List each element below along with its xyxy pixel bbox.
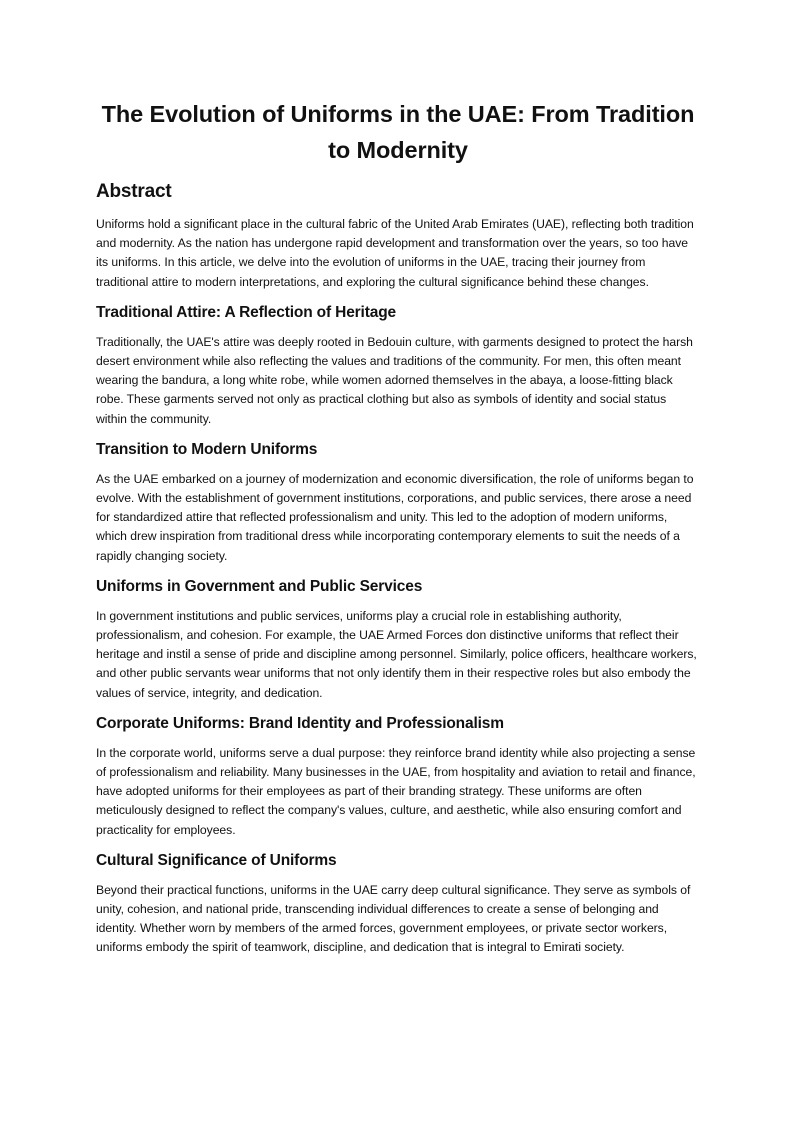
section-text-government: In government institutions and public services, uniforms play a crucial role in establishing authority, professionalism, and cohesion. For example, the UAE Armed Forces don distinctive uniforms that reflect their heritage and instil a sense of pride and discipline among personnel. Similarly, police officers, healthcare workers, and other public servants wear uniforms that not only identify them in their respective roles but also embody the values of service, integrity, and dedication. <box>96 608 697 700</box>
section-heading-traditional-attire: Traditional Attire: A Reflection of Heritage <box>96 303 396 321</box>
section-text-transition: As the UAE embarked on a journey of modernization and economic diversification, the role of uniforms began to evolve. With the establishment of government institutions, corporations, and public services, there arose a need for standardized attire that reflected professionalism and unity. This led to the adoption of modern uniforms, which drew inspiration from traditional dress while incorporating contemporary elements to suit the needs of a rapidly changing society. <box>96 471 694 563</box>
document-title: The Evolution of Uniforms in the UAE: From Tradition to Modernity <box>101 101 695 163</box>
section-heading-government: Uniforms in Government and Public Services <box>96 577 423 595</box>
section-text-cultural: Beyond their practical functions, uniforms in the UAE carry deep cultural significance. They serve as symbols of unity, cohesion, and national pride, transcending individual differences to create a sense of belonging and identity. Whether worn by members of the armed forces, government employees, or private sector workers, uniforms embody the spirit of teamwork, discipline, and dedication that is integral to Emirati society. <box>96 882 691 955</box>
section-text-corporate: In the corporate world, uniforms serve a dual purpose: they reinforce brand identity while also projecting a sense of professionalism and reliability. Many businesses in the UAE, from hospitality and aviation to retail and finance, have adopted uniforms for their employees as part of their branding strategy. These uniforms are often meticulously designed to reflect the company's values, culture, and aesthetic, while also ensuring comfort and practicality for employees. <box>96 745 696 837</box>
section-text-traditional-attire: Traditionally, the UAE's attire was deeply rooted in Bedouin culture, with garments designed to protect the harsh desert environment while also reflecting the values and traditions of the community. For men, this often meant wearing the bandura, a long white robe, while women adorned themselves in the abaya, a loose-fitting black robe. These garments served not only as practical clothing but also as symbols of identity and social status within the community. <box>96 334 693 426</box>
section-heading-cultural: Cultural Significance of Uniforms <box>96 851 337 869</box>
abstract-text: Uniforms hold a significant place in the cultural fabric of the United Arab Emirates (UAE), reflecting both tradition and modernity. As the nation has undergone rapid development and transformation over the years, so too have its uniforms. In this article, we delve into the evolution of uniforms in the UAE, tracing their journey from traditional attire to modern interpretations, and exploring the cultural significance behind these changes. <box>96 217 694 289</box>
section-heading-corporate: Corporate Uniforms: Brand Identity and Professionalism <box>96 714 504 732</box>
section-heading-transition: Transition to Modern Uniforms <box>96 440 318 458</box>
document-page <box>96 96 700 958</box>
abstract-heading: Abstract <box>96 181 172 202</box>
